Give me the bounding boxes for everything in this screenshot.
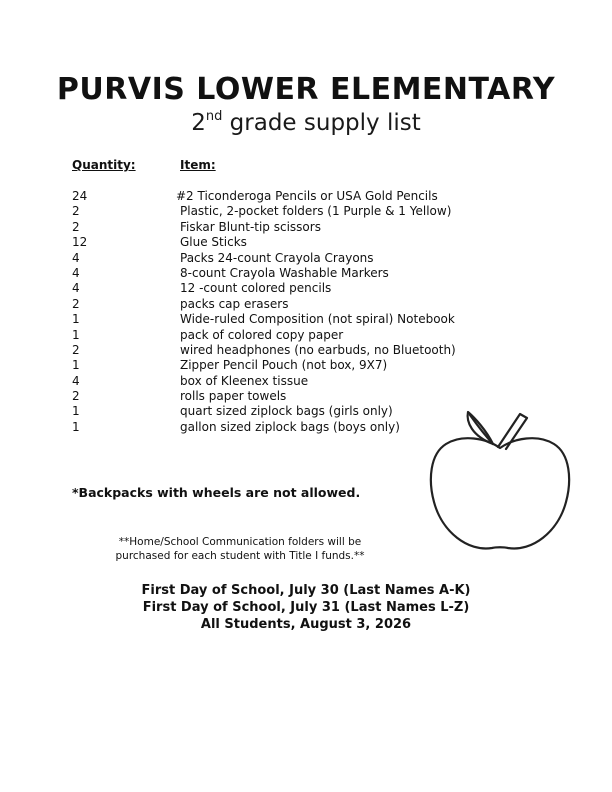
page-title: PURVIS LOWER ELEMENTARY	[56, 72, 556, 107]
item-quantity: 1	[72, 358, 80, 373]
list-item	[72, 266, 492, 281]
item-name: Plastic, 2-pocket folders (1 Purple & 1 Yellow)	[180, 204, 452, 219]
item-quantity: 24	[72, 189, 88, 203]
list-item	[72, 251, 492, 266]
list-item	[72, 297, 492, 312]
subtitle-ordinal-suffix: nd	[205, 109, 223, 124]
item-name: Glue Sticks	[180, 235, 247, 250]
item-name: #2 Ticonderoga Pencils or USA Gold Pencils	[176, 189, 438, 203]
list-item	[72, 235, 492, 250]
item-quantity: 1	[72, 327, 80, 342]
item-name: rolls paper towels	[180, 389, 287, 404]
list-item	[72, 374, 492, 389]
item-quantity: 2	[72, 389, 80, 404]
page-subtitle	[0, 108, 612, 138]
subtitle-text: grade supply list	[222, 110, 421, 136]
list-item	[72, 204, 492, 219]
list-item	[72, 312, 492, 327]
date-line: First Day of School, July 30 (Last Names A-K)	[141, 583, 471, 598]
item-quantity: 4	[72, 373, 80, 388]
date-line: First Day of School, July 31 (Last Names L-Z)	[142, 600, 470, 615]
item-name: Wide-ruled Composition (not spiral) Notebook	[180, 312, 455, 327]
item-quantity: 4	[72, 250, 80, 265]
school-start-dates	[0, 582, 612, 633]
folders-note-line: purchased for each student with Title I funds.**	[115, 550, 365, 562]
item-name: wired headphones (no earbuds, no Bluetooth)	[180, 342, 456, 357]
item-name: Packs 24-count Crayola Crayons	[180, 250, 374, 265]
item-quantity: 2	[72, 342, 80, 357]
subtitle-grade: 2	[191, 110, 206, 136]
item-quantity: 2	[72, 296, 80, 311]
item-name: quart sized ziplock bags (girls only)	[180, 404, 393, 419]
list-item	[72, 281, 492, 296]
folders-note	[90, 535, 390, 563]
item-quantity: 12	[72, 235, 88, 250]
apple-icon	[420, 400, 580, 560]
item-quantity: 2	[72, 204, 80, 219]
item-name: 8-count Crayola Washable Markers	[180, 265, 389, 280]
item-quantity: 1	[72, 312, 80, 327]
supply-list	[72, 189, 492, 435]
item-name: Fiskar Blunt-tip scissors	[180, 219, 321, 234]
item-name: box of Kleenex tissue	[180, 373, 309, 388]
list-item	[72, 328, 492, 343]
backpack-note: *Backpacks with wheels are not allowed.	[72, 485, 361, 500]
folders-note-line: **Home/School Communication folders will be	[118, 536, 362, 548]
date-line: All Students, August 3, 2026	[200, 617, 412, 632]
item-quantity: 1	[72, 404, 80, 419]
list-item	[72, 358, 492, 373]
list-item	[72, 343, 492, 358]
item-name: 12 -count colored pencils	[180, 281, 332, 296]
item-quantity: 4	[72, 265, 80, 280]
item-name: gallon sized ziplock bags (boys only)	[180, 419, 400, 434]
item-column-header: Item:	[180, 158, 216, 172]
list-item	[72, 220, 492, 235]
item-quantity: 4	[72, 281, 80, 296]
list-item	[72, 189, 492, 204]
item-name: packs cap erasers	[180, 296, 289, 311]
item-name: pack of colored copy paper	[180, 327, 344, 342]
item-quantity: 2	[72, 219, 80, 234]
item-name: Zipper Pencil Pouch (not box, 9X7)	[180, 358, 388, 373]
item-quantity: 1	[72, 419, 80, 434]
quantity-column-header: Quantity:	[72, 158, 136, 172]
